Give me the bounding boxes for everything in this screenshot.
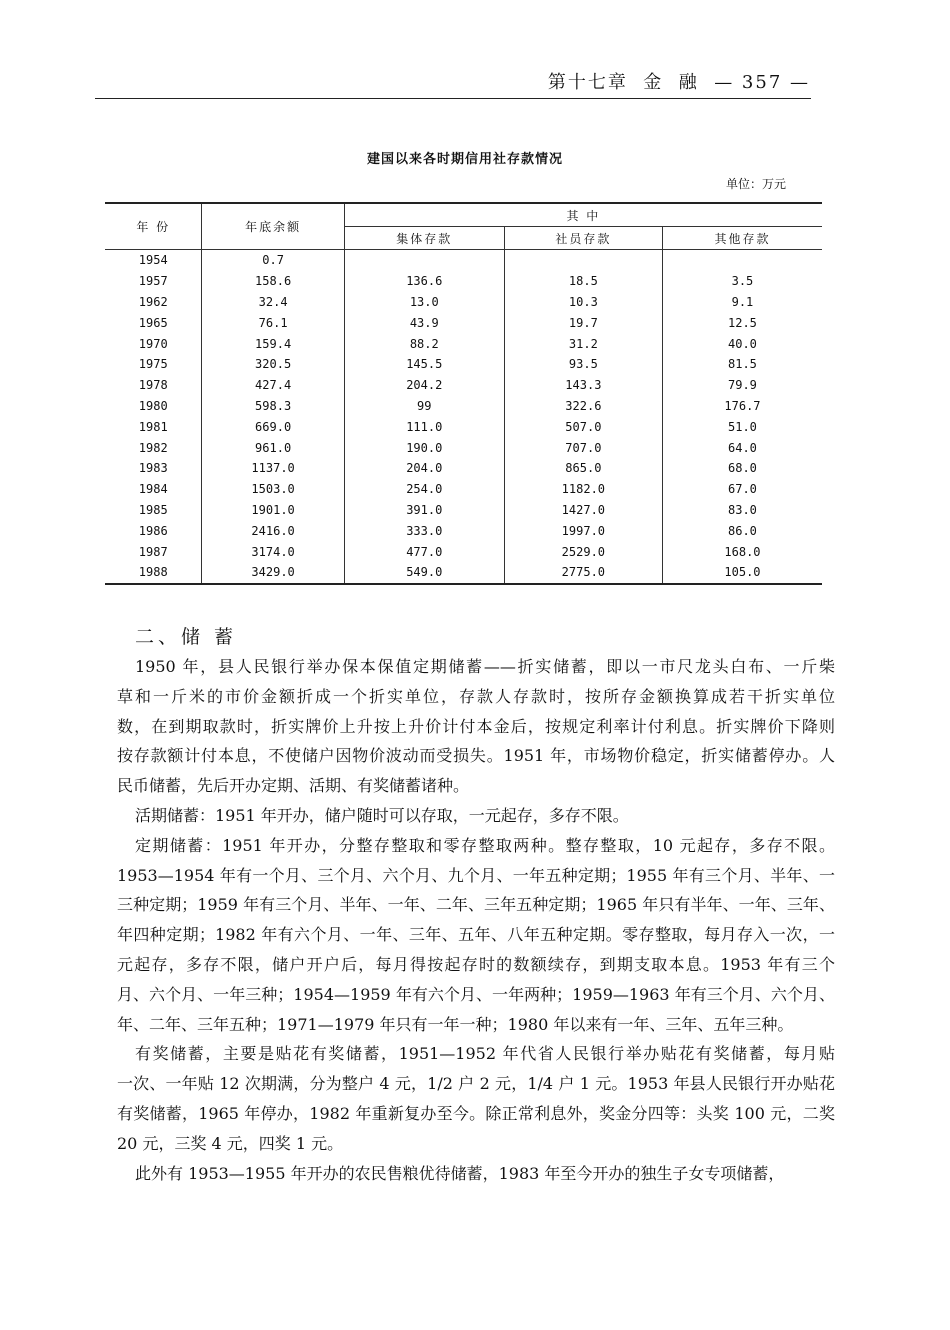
- cell-other: [662, 250, 822, 271]
- cell-members: 1427.0: [504, 500, 662, 521]
- cell-members: 865.0: [504, 458, 662, 479]
- header-balance: 年底余额: [202, 203, 344, 250]
- table-row: [105, 437, 822, 458]
- header-members: 社员存款: [504, 227, 662, 250]
- table-row: [105, 520, 822, 541]
- table-row: [105, 479, 822, 500]
- cell-balance: 158.6: [202, 271, 344, 292]
- cell-year: 1982: [138, 440, 168, 455]
- paragraph-line: 年、二年、三年五种；1971—1979 年只有一年一种；1980 年以来有一年、三年、五年三种。: [117, 1014, 794, 1034]
- cell-members: 322.6: [504, 396, 662, 417]
- paragraph-line: 按存款额计付本息，不使储户因物价波动而受损失。1951 年，市场物价稳定，折实储蓄停办。人: [117, 746, 835, 766]
- cell-members: 707.0: [504, 437, 662, 458]
- table-row: [105, 396, 822, 417]
- paragraph-line: 元起存，多存不限，储户开户后，每月得按起存时的数额续存，到期支取本息。1953 年有三个: [117, 954, 835, 974]
- paragraph-line: 活期储蓄：1951 年开办，储户随时可以存取，一元起存，多存不限。: [135, 805, 629, 825]
- table-row: [105, 312, 822, 333]
- header-rule: [95, 98, 811, 99]
- cell-members: 18.5: [504, 271, 662, 292]
- table-row: [105, 354, 822, 375]
- running-head: 第十七章 金 融 — 357 —: [547, 72, 810, 93]
- paragraph: [117, 831, 835, 1040]
- deposit-table: [105, 202, 822, 585]
- paragraph: [117, 1159, 835, 1189]
- cell-other: 168.0: [662, 541, 822, 562]
- cell-collective: 204.2: [344, 375, 504, 396]
- cell-year: 1981: [138, 419, 168, 434]
- cell-balance: 961.0: [202, 437, 344, 458]
- cell-other: 105.0: [662, 562, 822, 584]
- cell-year: 1984: [138, 482, 168, 497]
- cell-balance: 427.4: [202, 375, 344, 396]
- cell-other: 40.0: [662, 333, 822, 354]
- cell-collective: 190.0: [344, 437, 504, 458]
- table-title: 建国以来各时期信用社存款情况: [366, 152, 563, 167]
- cell-collective: 145.5: [344, 354, 504, 375]
- cell-year: 1983: [138, 461, 168, 476]
- cell-other: 79.9: [662, 375, 822, 396]
- cell-balance: 32.4: [202, 292, 344, 313]
- cell-balance: 1901.0: [202, 500, 344, 521]
- cell-other: 3.5: [662, 271, 822, 292]
- table-row: [105, 500, 822, 521]
- cell-year: 1957: [138, 274, 168, 289]
- cell-balance: 3174.0: [202, 541, 344, 562]
- body-text: [117, 652, 835, 1188]
- cell-collective: 254.0: [344, 479, 504, 500]
- paragraph-line: 月、六个月、一年三种；1954—1959 年有六个月、一年两种；1959—1963 年有三个月、六个月、: [117, 984, 835, 1004]
- table-row: [105, 416, 822, 437]
- paragraph-line: 民币储蓄，先后开办定期、活期、有奖储蓄诸种。: [117, 776, 470, 796]
- paragraph-line: 有奖储蓄，主要是贴花有奖储蓄，1951—1952 年代省人民银行举办贴花有奖储蓄，每月贴: [135, 1044, 835, 1064]
- cell-balance: 320.5: [202, 354, 344, 375]
- paragraph-line: 一次、一年贴 12 次期满，分为整户 4 元，1/2 户 2 元，1/4 户 1 元。1953 年县人民银行开办贴花: [117, 1074, 835, 1094]
- paragraph-line: 有奖储蓄，1965 年停办，1982 年重新复办至今。除正常利息外，奖金分四等：头奖 100 元，二奖: [117, 1103, 835, 1123]
- table-row: [105, 292, 822, 313]
- cell-collective: 136.6: [344, 271, 504, 292]
- cell-collective: [344, 250, 504, 271]
- cell-year: 1962: [138, 294, 168, 309]
- cell-year: 1985: [138, 502, 168, 517]
- cell-other: 51.0: [662, 416, 822, 437]
- header-year: 年 份: [105, 203, 202, 250]
- paragraph: [117, 1039, 835, 1158]
- cell-collective: 99: [344, 396, 504, 417]
- cell-year: 1954: [138, 253, 168, 268]
- paragraph-line: 此外有 1953—1955 年开办的农民售粮优待储蓄，1983 年至今开办的独生子女专项储蓄，: [135, 1163, 785, 1183]
- table-row: [105, 271, 822, 292]
- cell-balance: 2416.0: [202, 520, 344, 541]
- cell-members: 93.5: [504, 354, 662, 375]
- cell-balance: 0.7: [202, 250, 344, 271]
- cell-other: 86.0: [662, 520, 822, 541]
- paragraph-line: 数，在到期取款时，折实牌价上升按上升价计付本金后，按规定利率计付利息。折实牌价下降则: [117, 716, 835, 736]
- cell-year: 1970: [138, 336, 168, 351]
- cell-members: [504, 250, 662, 271]
- cell-collective: 13.0: [344, 292, 504, 313]
- table-row: [105, 562, 822, 584]
- cell-collective: 391.0: [344, 500, 504, 521]
- cell-balance: 1137.0: [202, 458, 344, 479]
- cell-members: 507.0: [504, 416, 662, 437]
- cell-balance: 1503.0: [202, 479, 344, 500]
- cell-balance: 598.3: [202, 396, 344, 417]
- cell-collective: 111.0: [344, 416, 504, 437]
- cell-other: 67.0: [662, 479, 822, 500]
- paragraph: [117, 801, 835, 831]
- cell-year: 1987: [138, 544, 168, 559]
- cell-members: 19.7: [504, 312, 662, 333]
- table-body: [105, 250, 822, 584]
- table-row: [105, 333, 822, 354]
- table-row: [105, 458, 822, 479]
- section-heading: 二、储 蓄: [135, 626, 238, 648]
- cell-other: 64.0: [662, 437, 822, 458]
- cell-members: 143.3: [504, 375, 662, 396]
- table-row: [105, 375, 822, 396]
- cell-other: 83.0: [662, 500, 822, 521]
- cell-other: 9.1: [662, 292, 822, 313]
- header-collective: 集体存款: [344, 227, 504, 250]
- paragraph-line: 年四种定期；1982 年有六个月、一年、三年、五年、八年五种定期。零存整取，每月存入一次，一: [117, 925, 835, 945]
- cell-collective: 43.9: [344, 312, 504, 333]
- table-row: [105, 541, 822, 562]
- cell-collective: 333.0: [344, 520, 504, 541]
- table-unit: 单位：万元: [725, 177, 786, 191]
- cell-other: 12.5: [662, 312, 822, 333]
- cell-balance: 76.1: [202, 312, 344, 333]
- cell-balance: 669.0: [202, 416, 344, 437]
- table-row: [105, 250, 822, 271]
- cell-members: 2775.0: [504, 562, 662, 584]
- cell-year: 1980: [138, 398, 168, 413]
- header-other: 其他存款: [662, 227, 822, 250]
- cell-other: 176.7: [662, 396, 822, 417]
- cell-year: 1965: [138, 315, 168, 330]
- cell-year: 1988: [138, 565, 168, 580]
- paragraph-line: 三种定期；1959 年有三个月、半年、一年、二年、三年五种定期；1965 年只有半年、一年、三年、: [117, 895, 835, 915]
- paragraph-line: 20 元，三奖 4 元，四奖 1 元。: [117, 1133, 344, 1153]
- cell-members: 1182.0: [504, 479, 662, 500]
- cell-balance: 159.4: [202, 333, 344, 354]
- cell-year: 1978: [138, 378, 168, 393]
- cell-collective: 549.0: [344, 562, 504, 584]
- cell-members: 31.2: [504, 333, 662, 354]
- cell-other: 81.5: [662, 354, 822, 375]
- cell-other: 68.0: [662, 458, 822, 479]
- cell-year: 1975: [138, 357, 168, 372]
- cell-collective: 477.0: [344, 541, 504, 562]
- paragraph-line: 草和一斤米的市价金额折成一个折实单位，存款人存款时，按所存金额换算成若干折实单位: [117, 686, 835, 706]
- cell-collective: 88.2: [344, 333, 504, 354]
- paragraph-line: 1953—1954 年有一个月、三个月、六个月、九个月、一年五种定期；1955 年有三个月、半年、一: [117, 865, 835, 885]
- paragraph-line: 1950 年，县人民银行举办保本保值定期储蓄——折实储蓄，即以一市尺龙头白布、一斤柴: [135, 657, 835, 676]
- paragraph: [117, 652, 835, 801]
- cell-year: 1986: [138, 523, 168, 538]
- cell-balance: 3429.0: [202, 562, 344, 584]
- cell-collective: 204.0: [344, 458, 504, 479]
- cell-members: 1997.0: [504, 520, 662, 541]
- header-group: 其 中: [344, 203, 822, 227]
- paragraph-line: 定期储蓄：1951 年开办，分整存整取和零存整取两种。整存整取，10 元起存，多存不限。: [135, 835, 835, 855]
- cell-members: 2529.0: [504, 541, 662, 562]
- cell-members: 10.3: [504, 292, 662, 313]
